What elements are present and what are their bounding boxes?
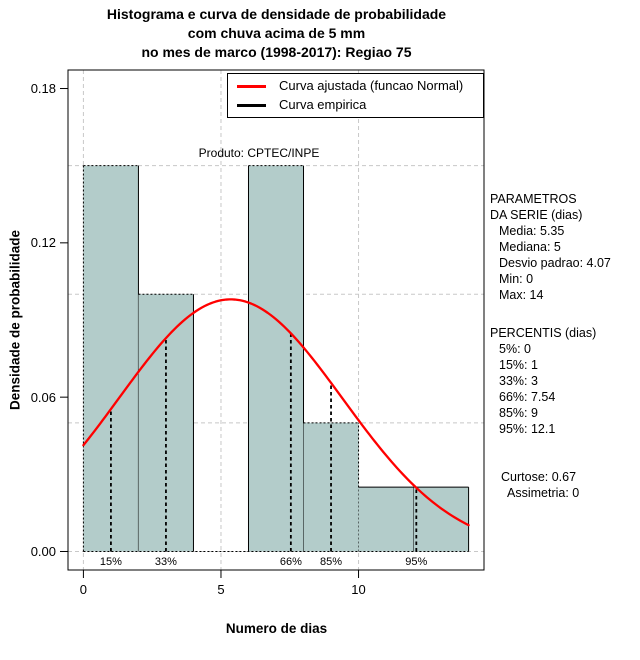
skewness-line: Assimetria: 0 xyxy=(507,486,580,500)
kurtosis-line: Curtose: 0.67 xyxy=(501,470,577,484)
product-annotation: Produto: CPTEC/INPE xyxy=(198,146,320,160)
parameter-line: Mediana: 5 xyxy=(499,240,561,254)
title-line-2: com chuva acima de 5 mm xyxy=(187,25,366,41)
empirical-curve-line-icon xyxy=(237,104,266,107)
percentile-label: 66% xyxy=(279,556,302,568)
percentile-value-line: 66%: 7.54 xyxy=(499,390,556,404)
legend-row-fitted xyxy=(237,78,483,94)
percentile-label: 95% xyxy=(405,556,428,568)
title-line-3: no mes de marco (1998-2017): Regiao 75 xyxy=(141,44,412,60)
kurtosis-skewness-panel xyxy=(501,469,579,501)
histogram-bar xyxy=(304,423,359,552)
parameters-title-line-1: PARAMETROS xyxy=(490,192,577,206)
chart-title xyxy=(0,5,553,62)
parameter-line: Max: 14 xyxy=(499,288,544,302)
percentile-label: 33% xyxy=(154,556,177,568)
parameter-line: Desvio padrao: 4.07 xyxy=(499,256,611,270)
y-axis-title: Densidade de probabilidade xyxy=(7,229,23,411)
y-tick-label: 0.12 xyxy=(30,235,56,251)
histogram-bar xyxy=(83,166,138,552)
y-tick-label: 0.18 xyxy=(30,81,56,97)
y-tick-label: 0.06 xyxy=(30,389,56,405)
series-parameters-panel xyxy=(490,191,611,303)
histogram-bar xyxy=(248,166,303,552)
percentile-value-line: 15%: 1 xyxy=(499,358,538,372)
legend xyxy=(227,73,484,118)
y-tick-label: 0.00 xyxy=(30,543,56,559)
histogram-bar xyxy=(359,487,414,551)
percentile-value-line: 5%: 0 xyxy=(499,342,531,356)
percentiles-title: PERCENTIS (dias) xyxy=(490,326,597,340)
x-axis-title: Numero de dias xyxy=(225,621,328,636)
parameter-line: Min: 0 xyxy=(499,272,534,286)
percentiles-panel xyxy=(490,325,596,437)
legend-row-empirical xyxy=(237,97,483,113)
x-tick-label: 10 xyxy=(351,582,366,597)
percentile-value-line: 95%: 12.1 xyxy=(499,422,556,436)
legend-label-fitted: Curva ajustada (funcao Normal) xyxy=(279,78,464,93)
percentile-value-line: 85%: 9 xyxy=(499,406,538,420)
title-line-1: Histograma e curva de densidade de probabilidade xyxy=(106,6,447,22)
x-tick-label: 5 xyxy=(217,582,225,597)
parameter-line: Media: 5.35 xyxy=(499,224,565,238)
parameters-title-line-2: DA SERIE (dias) xyxy=(490,208,583,222)
percentile-value-line: 33%: 3 xyxy=(499,374,538,388)
histogram-bar xyxy=(414,487,469,551)
legend-label-empirical: Curva empirica xyxy=(279,97,367,112)
percentile-label: 85% xyxy=(320,556,343,568)
fitted-curve-line-icon xyxy=(237,85,266,88)
percentile-label: 15% xyxy=(99,556,122,568)
histogram-bar xyxy=(138,294,193,551)
x-tick-label: 0 xyxy=(79,582,88,597)
